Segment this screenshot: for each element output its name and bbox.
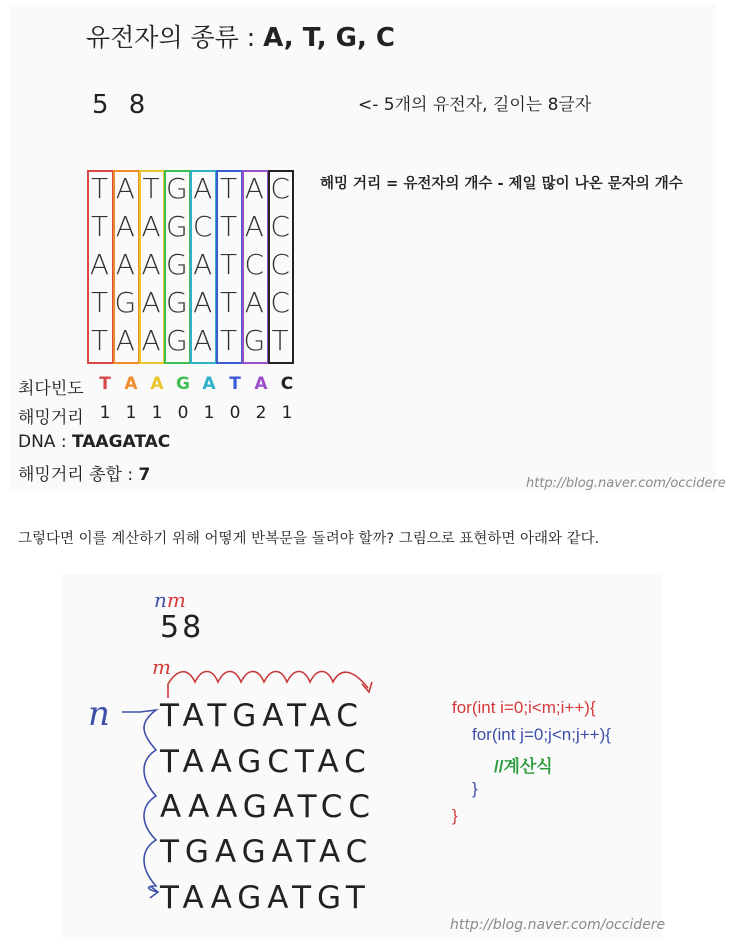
total-value: 7 xyxy=(138,465,151,485)
m-arrow-path xyxy=(168,672,368,699)
grid-cell: G xyxy=(166,324,188,357)
grid-cell: T xyxy=(219,210,238,243)
freq-letters xyxy=(92,374,300,394)
label-m: m xyxy=(152,655,171,679)
seq-5: TAAGATGT xyxy=(160,880,371,916)
seq-1: TATGATAC xyxy=(160,698,364,734)
grid-cell: G xyxy=(166,248,188,281)
grid-cell: T xyxy=(219,248,238,281)
watermark-2: http://blog.naver.com/occidere xyxy=(450,917,666,933)
grid-cell: A xyxy=(193,286,213,319)
grid-cell: T xyxy=(219,286,238,319)
grid-cell: A xyxy=(115,172,135,205)
grid-cell: C xyxy=(192,210,213,243)
label-nm: nm xyxy=(154,588,186,612)
grid-cell: T xyxy=(90,172,109,205)
code-line-4: } xyxy=(472,779,478,798)
hamming-value: 2 xyxy=(255,403,267,423)
hamming-value: 1 xyxy=(281,403,293,423)
freq-letter: T xyxy=(229,374,241,394)
n-arrowhead xyxy=(150,886,158,898)
code-line-5: } xyxy=(452,806,458,825)
input-numbers-2: 58 xyxy=(160,610,205,645)
grid-cell: C xyxy=(270,210,290,243)
grid-cell: A xyxy=(89,248,110,281)
grid-cell: A xyxy=(141,248,161,281)
grid-cell: T xyxy=(142,172,160,205)
hamming-value: 1 xyxy=(125,403,137,423)
input-note: <- 5개의 유전자, 길이는 8글자 xyxy=(358,95,592,115)
hamming-definition: 해밍 거리 = 유전자의 개수 - 제일 많이 나온 문자의 개수 xyxy=(320,176,683,192)
grid-cell: T xyxy=(90,286,109,319)
grid-cell: A xyxy=(244,286,264,319)
grid-cell: G xyxy=(243,324,266,357)
grid-cell: A xyxy=(244,210,264,243)
hamming-row xyxy=(18,403,293,428)
grid-cell: G xyxy=(166,210,188,243)
grid-cell: C xyxy=(270,286,290,319)
grid-cell: A xyxy=(193,172,213,205)
dna-row xyxy=(18,432,170,452)
watermark: http://blog.naver.com/occidere xyxy=(526,476,726,491)
hamming-value: 1 xyxy=(99,403,111,423)
hamming-value: 1 xyxy=(151,403,163,423)
dna-label: DNA : xyxy=(18,432,72,452)
grid-cell: A xyxy=(115,210,135,243)
grid-cell: C xyxy=(244,248,265,281)
grid-cell: A xyxy=(115,324,135,357)
input-numbers: 5 8 xyxy=(92,90,152,120)
total-row xyxy=(18,460,150,485)
grid-cell: T xyxy=(90,324,109,357)
grid-cell: T xyxy=(219,324,238,357)
grid-cell: A xyxy=(141,324,161,357)
hamming-label: 해밍거리 xyxy=(18,408,84,428)
grid-cell: C xyxy=(270,172,290,205)
grid-cell: A xyxy=(244,172,264,205)
freq-letter: G xyxy=(176,374,190,394)
seq-2: TAAGCTAC xyxy=(160,744,372,780)
total-label: 해밍거리 총합 : xyxy=(18,465,139,485)
grid-cell: A xyxy=(193,324,213,357)
figure-title: 유전자의 종류 : A, T, G, C xyxy=(86,23,396,53)
hamming-value: 1 xyxy=(203,403,215,423)
freq-letter: A xyxy=(150,374,164,394)
grid-cell: G xyxy=(166,172,188,205)
grid-cell: G xyxy=(166,286,188,319)
freq-row xyxy=(18,374,294,399)
grid-cell: T xyxy=(219,172,238,205)
freq-letter: A xyxy=(124,374,138,394)
code-line-2: for(int j=0;j<n;j++){ xyxy=(472,725,611,744)
code-line-3: //계산식 xyxy=(494,757,553,776)
freq-label: 최다빈도 xyxy=(18,379,84,399)
freq-letter: A xyxy=(202,374,216,394)
label-n: n xyxy=(88,694,110,734)
grid-cell: G xyxy=(114,286,137,319)
dna-value: TAAGATAC xyxy=(71,432,171,452)
hamming-value: 0 xyxy=(177,403,189,423)
grid-cell: A xyxy=(141,286,161,319)
grid-cell: C xyxy=(270,248,290,281)
body-paragraph: 그렇다면 이를 계산하기 위해 어떻게 반복문을 돌려야 할까? 그림으로 표현하면 아래와 같다. xyxy=(18,531,600,547)
code-line-1: for(int i=0;i<m;i++){ xyxy=(452,698,596,717)
seq-3: AAAGATCC xyxy=(160,789,377,825)
grid-cell: A xyxy=(115,248,135,281)
freq-letter: A xyxy=(254,374,268,394)
dna-grid xyxy=(87,170,293,364)
hamming-values xyxy=(92,403,300,423)
hamming-value: 0 xyxy=(229,403,241,423)
seq-4: TGAGATAC xyxy=(160,834,374,870)
grid-cell: T xyxy=(271,324,289,357)
freq-letter: T xyxy=(99,374,111,394)
freq-letter: C xyxy=(280,374,294,394)
grid-cell: A xyxy=(193,248,213,281)
n-arrow-path xyxy=(122,710,158,892)
grid-cell: T xyxy=(90,210,109,243)
grid-cell: A xyxy=(141,210,161,243)
